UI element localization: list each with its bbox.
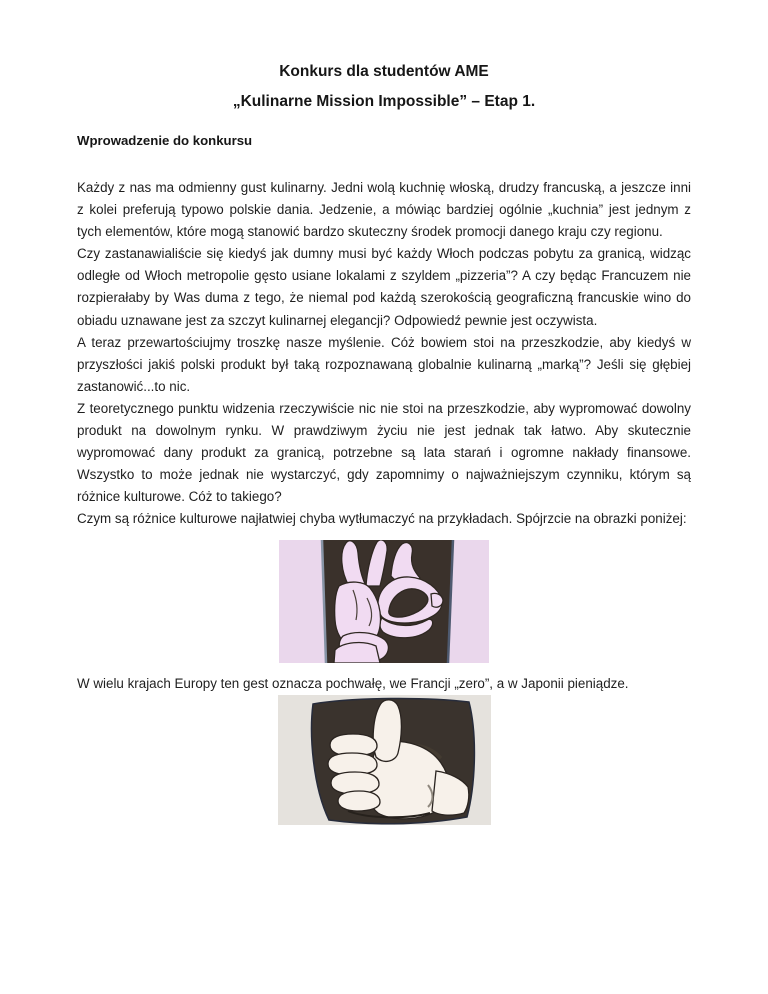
title-line-1: Konkurs dla studentów AME — [279, 63, 489, 80]
body-paragraph: Z teoretycznego punktu widzenia rzeczywiście nic nie stoi na przeszkodzie, aby wypromować dowolny produkt na dowolnym rynku. W prawdziwym życiu nie jest jednak tak łatwo. Aby skutecznie wypromować dany produkt za granicą, potrzebne są lata starań i ogromne nakłady finansowe. Wszystko to może jednak nie wystarczyć, gdy zapomnimy o najważniejszym czynniku, którym są różnice kulturowe. Cóż to takiego? — [77, 400, 691, 505]
body-paragraph: Czym są różnice kulturowe najłatwiej chyba wytłumaczyć na przykładach. Spójrzcie na obrazki poniżej: — [77, 511, 687, 527]
section-heading: Wprowadzenie do konkursu — [77, 133, 253, 148]
ok-gesture-image — [279, 540, 489, 663]
thumbs-up-image — [278, 695, 491, 825]
document-title — [77, 57, 691, 117]
thumbs-up-figure — [278, 695, 491, 825]
body-paragraph: A teraz przewartościujmy troszkę nasze myślenie. Cóż bowiem stoi na przeszkodzie, aby kiedyś w przyszłości jakiś polski produkt był taką rozpoznawaną globalnie kulinarną „marką”? Jeśli się głębiej zastanowić...to nic. — [77, 334, 691, 394]
figure-caption: W wielu krajach Europy ten gest oznacza pochwałę, we Francji „zero”, a w Japonii pieniądze. — [77, 675, 629, 691]
body-paragraph: Czy zastanawialiście się kiedyś jak dumny musi być każdy Włoch podczas pobytu za granicą, widząc odległe od Włoch metropolie gęsto usiane lokalami z szyldem „pizzeria”? A czy będąc Francuzem nie rozpierałaby by Was duma z tego, że niemal pod każdą szerokością geograficzną francuskie wino do obiadu uznawane jest za szczyt kulinarnej elegancji? Odpowiedź pewnie jest oczywista. — [77, 246, 691, 328]
ok-gesture-figure — [279, 540, 489, 663]
title-line-2: „Kulinarne Mission Impossible” – Etap 1. — [232, 93, 536, 110]
body-text — [77, 177, 691, 531]
body-paragraph: Każdy z nas ma odmienny gust kulinarny. Jedni wolą kuchnię włoską, drudzy francuską, a jeszcze inni z kolei preferują typowo polskie dania. Jedzenie, a mówiąc bardziej ogólnie „kuchnia” jest jednym z tych elementów, które mogą stanowić bardzo skuteczny środek promocji danego kraju czy regionu. — [77, 180, 691, 240]
